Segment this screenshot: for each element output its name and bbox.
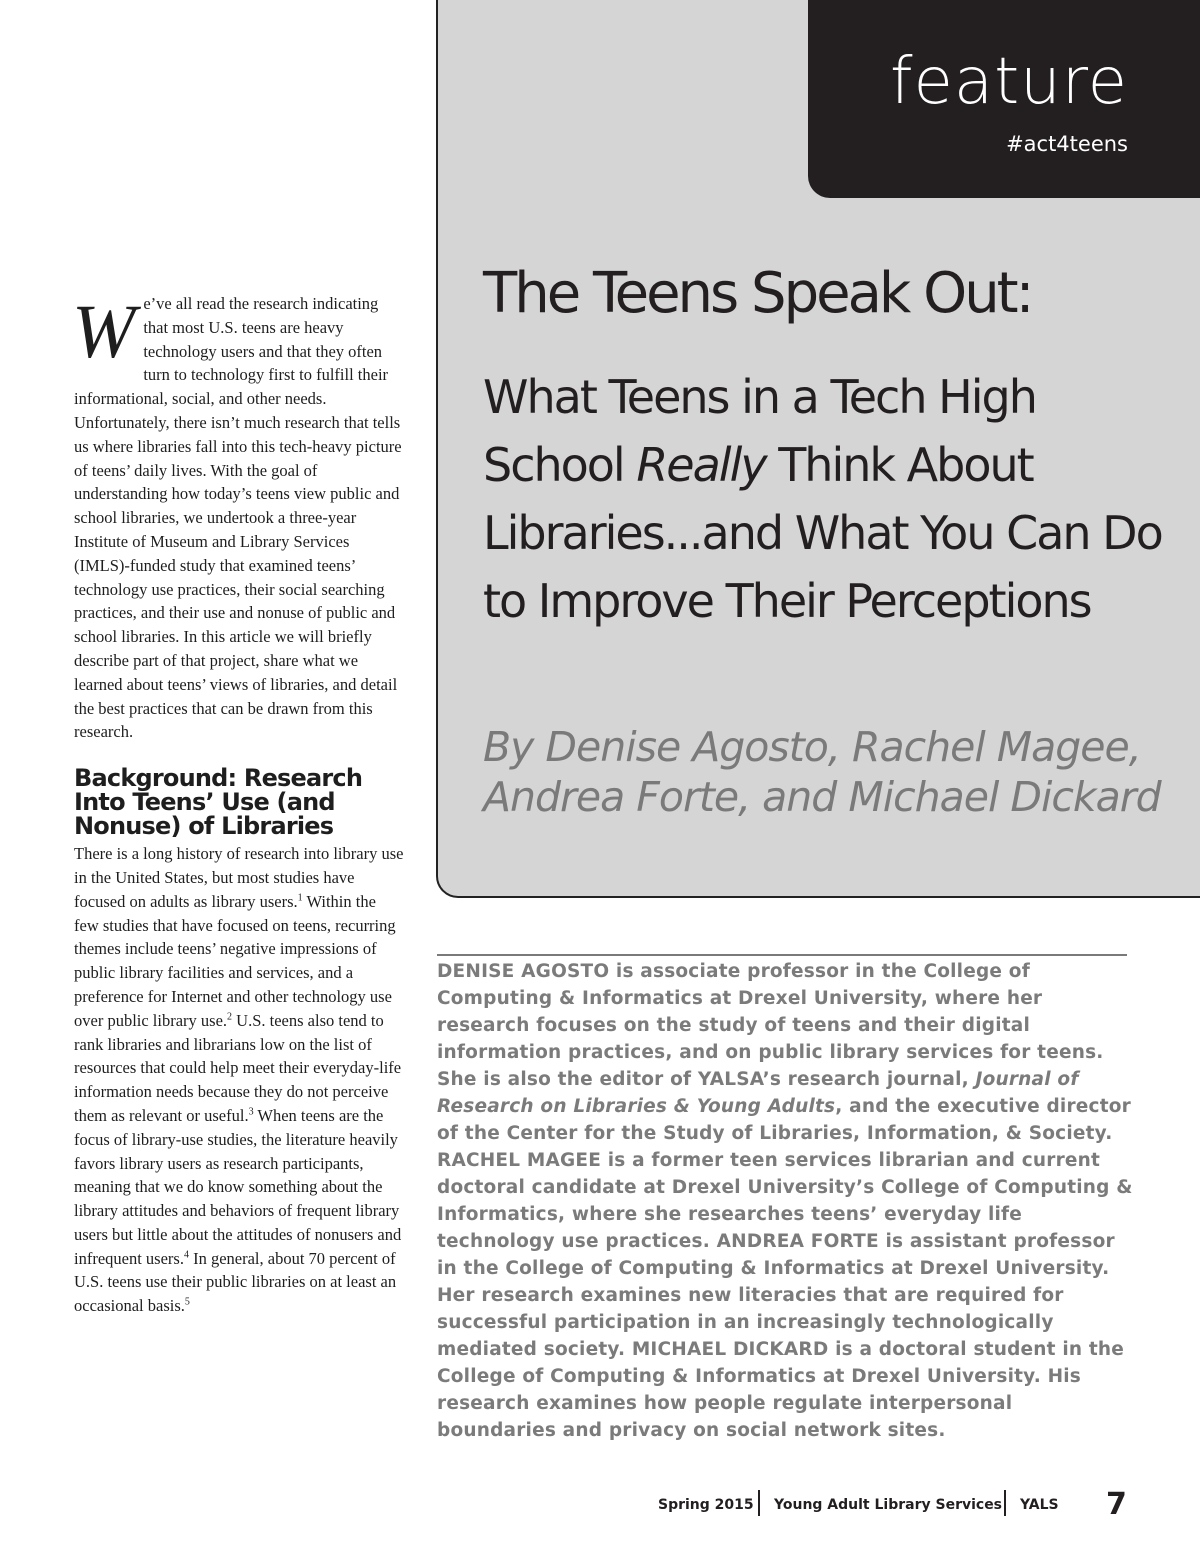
section-heading: Background: Research Into Teens’ Use (and Nonuse) of Libraries [74, 764, 363, 841]
background-sentence-2: Within the few studies that have focused on teens, recurring themes include teens’ negative impressions of public library facilities and services, and a preference for Internet and other technology use over public library use. [74, 891, 396, 1030]
subtitle-text-after: Think About Libraries...and What You Can Do to Improve Their Perceptions [483, 438, 1162, 628]
author-bios [437, 958, 1137, 1444]
footnote-ref-2: 2 [227, 1011, 233, 1023]
page-footer [658, 1487, 1138, 1521]
byline: By Denise Agosto, Rachel Magee, Andrea Forte, and Michael Dickard [483, 723, 1161, 821]
footnote-ref-3: 3 [248, 1106, 254, 1118]
hashtag: #act4teens [1006, 132, 1128, 156]
footer-issue: Spring 2015 [658, 1497, 754, 1513]
section-label: feature [889, 45, 1128, 119]
page-number: 7 [1106, 1487, 1127, 1522]
intro-paragraph [74, 292, 404, 744]
footer-divider [1004, 1490, 1006, 1516]
subtitle-emphasis: Really [636, 438, 766, 492]
footer-journal: Young Adult Library Services [774, 1497, 1003, 1513]
footer-abbrev: YALS [1020, 1497, 1059, 1513]
background-paragraph [74, 842, 404, 1318]
footnote-ref-1: 1 [297, 892, 303, 904]
drop-cap: W [72, 290, 136, 374]
journal-title: Journal of Research on Libraries & Young Adults [437, 1069, 1079, 1117]
footnote-ref-5: 5 [184, 1296, 190, 1308]
intro-text: e’ve all read the research indicating that most U.S. teens are heavy technology users and that they often turn to technology first to fulfill their informational, social, and other needs. Unfortunately, there isn’t much research that tells us where libraries fall into this tech-heavy picture of teens’ daily lives. With the goal of understanding how today’s teens view public and school libraries, we undertook a three-year Institute of Museum and Library Services (IMLS)-funded study that examined teens’ technology use practices, their social searching practices, and their use and nonuse of public and school libraries. In this article we will briefly describe part of that project, share what we learned about teens’ views of libraries, and detail the best practices that can be drawn from this research. [74, 294, 402, 742]
article-subtitle [483, 363, 1173, 635]
subtitle-text-before: What Teens in a Tech High School [483, 370, 1036, 492]
bio-text-part1: DENISE AGOSTO is associate professor in the College of Computing & Informatics at Drexel University, where her research focuses on the study of teens and their digital information practices, and on public library services for teens. She is also the editor of YALSA’s research journal, [437, 961, 1104, 1090]
article-title: The Teens Speak Out: [483, 261, 1032, 326]
background-sentence-1: There is a long history of research into library use in the United States, but most studies have focused on adults as library users. [74, 844, 404, 911]
footer-divider [758, 1490, 760, 1516]
bio-divider [437, 954, 1127, 956]
background-sentence-5: In general, about 70 percent of U.S. teens use their public libraries on at least an occasional basis. [74, 1248, 397, 1316]
feature-tab [808, 0, 1200, 198]
background-sentence-4: When teens are the focus of library-use studies, the literature heavily favors library users as research participants, meaning that we do know something about the library attitudes and behaviors of frequent library users but little about the attitudes of nonusers and infrequent users. [74, 1105, 402, 1268]
bio-text-part2: , and the executive director of the Center for the Study of Libraries, Information, & Society. RACHEL MAGEE is a former teen services librarian and current doctoral candidate at Drexel University’s College of Computing & Informatics, where she researches teens’ everyday life technology use practices. ANDREA FORTE is assistant professor in the College of Computing & Informatics at Drexel University. Her research examines new literacies that are required for successful participation in an increasingly technologically mediated society. MICHAEL DICKARD is a doctoral student in the College of Computing & Informatics at Drexel University. His research examines how people regulate interpersonal boundaries and privacy on social network sites. [437, 1096, 1133, 1441]
footnote-ref-4: 4 [183, 1249, 189, 1261]
background-sentence-3: U.S. teens also tend to rank libraries and librarians low on the list of resources that could help meet their everyday-life information needs because they do not perceive them as relevant or useful. [74, 1010, 402, 1125]
body-column [74, 292, 404, 1318]
